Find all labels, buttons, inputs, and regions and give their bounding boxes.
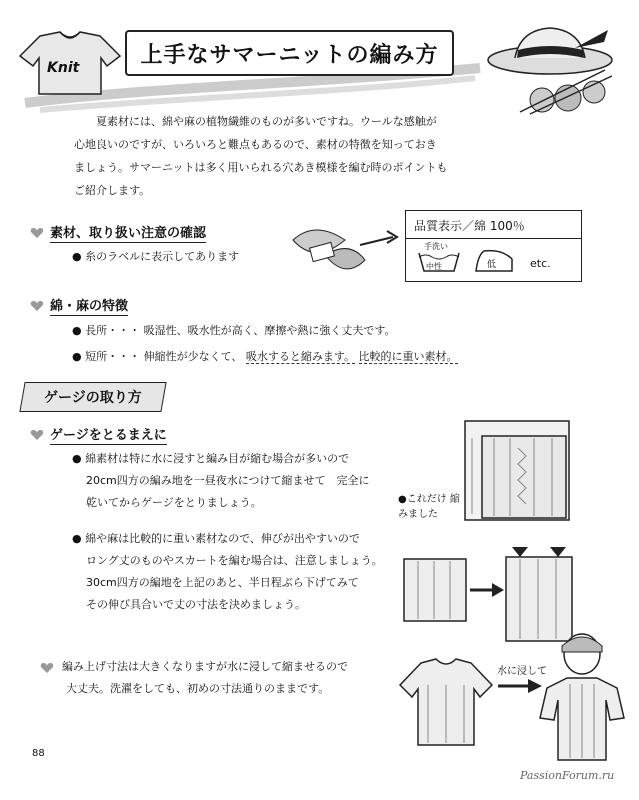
feature-item-pro: ● 長所・・・ 吸湿性、吸水性が高く、摩擦や熱に強く丈夫です。 [72, 324, 396, 337]
label-bullet: ● 糸のラベルに表示してあります [72, 250, 240, 263]
source-watermark: PassionForum.ru [520, 769, 615, 782]
paragraph-line: 綿や麻は比較的に重い素材なので、伸びが出やすいので [85, 532, 360, 545]
soak-label: 水に浸して [497, 666, 547, 677]
water-temp-label: 中性 [426, 262, 442, 271]
knit-sweater-logo [15, 28, 125, 98]
paragraph-line: ロング丈のものやスカートを編む場合は、注意しましょう。 [86, 554, 383, 567]
intro-line: ご紹介します。 [74, 184, 151, 197]
page-number: 88 [32, 748, 45, 759]
intro-line: ましょう。サマーニットは多く用いられる穴あき模様を編む時のポイントも [74, 161, 448, 174]
feature-item-con: ● 短所・・・ 伸縮性が少なくて、 吸水すると縮みます。 比較的に重い素材。 [72, 350, 458, 363]
iron-label: 低 [487, 260, 497, 270]
intro-line: 夏素材には、綿や麻の植物繊維のものが多いですね。ウールな感触が [96, 115, 437, 128]
gauge-banner [19, 382, 166, 412]
section-materials-heading [30, 222, 206, 243]
gauge-subheading [30, 424, 167, 445]
hat-yarn-illustration [480, 20, 620, 115]
shrunk-swatch-illustration [462, 418, 572, 523]
feature-text: 吸湿性、吸水性が高く、摩擦や熱に強く丈夫です。 [143, 324, 396, 337]
etc-label: etc. [530, 257, 551, 270]
yarn-skein-illustration [285, 215, 400, 285]
note-heart [40, 659, 54, 678]
gauge-paragraph-1: ● 綿素材は特に水に浸すと編み目が縮む場合が多いので 20cm四方の編み地を一昼夜水につけて縮ませて 完全に 乾いてからゲージをとりましょう。 [72, 448, 402, 514]
quality-label-box [405, 210, 582, 282]
handwash-label: 手洗い [424, 242, 448, 251]
note-line: 大丈夫。洗濯をしても、初めの寸法通りのままです。 [66, 682, 330, 695]
feature-label: 長所・・・ [85, 324, 141, 337]
heart-icon [30, 300, 44, 312]
heart-icon [40, 662, 54, 674]
page-title [125, 30, 454, 76]
gauge-banner-text: ゲージの取り方 [44, 390, 142, 406]
note-paragraph [62, 656, 392, 700]
quality-text: 品質表示／綿 100％ [414, 219, 525, 233]
section-heading: 綿・麻の特徴 [50, 295, 128, 316]
person-illustration [532, 628, 632, 768]
intro-line: 心地良いのですが、いろいろと難点もあるので、素材の特徴を知っておき [74, 138, 437, 151]
knit-label: Knit [47, 60, 80, 76]
note-line: 編み上げ寸法は大きくなりますが水に浸して縮ませるので [62, 660, 348, 673]
label-bullet-text: 糸のラベルに表示してあります [85, 250, 240, 263]
paragraph-line: 綿素材は特に水に浸すと編み目が縮む場合が多いので [85, 452, 350, 465]
section-heading: ゲージをとるまえに [50, 424, 167, 445]
sweater-illustration [396, 655, 496, 750]
paragraph-line: 20cm四方の編み地を一昼夜水につけて縮ませて 完全に [86, 474, 370, 487]
shrink-caption-text: これだけ 縮みました [398, 494, 460, 520]
section-features-heading [30, 295, 128, 316]
section-heading: 素材、取り扱い注意の確認 [50, 222, 206, 243]
intro-paragraph [74, 110, 556, 202]
shrink-caption: ●これだけ 縮みました [398, 494, 460, 520]
feature-label: 短所・・・ [85, 350, 141, 363]
feature-text: 伸縮性が少なくて、 [143, 350, 243, 363]
paragraph-line: その伸び具合いで丈の寸法を決めましょう。 [86, 598, 306, 611]
heart-icon [30, 429, 44, 441]
heart-icon [30, 227, 44, 239]
paragraph-line: 30cm四方の編地を上記のあと、半日程ぶら下げてみて [86, 576, 359, 589]
page-title-text: 上手なサマーニットの編み方 [140, 42, 439, 68]
paragraph-line: 乾いてからゲージをとりましょう。 [86, 496, 262, 509]
feature-underline-1: 吸水すると縮みます。 [245, 350, 356, 363]
gauge-paragraph-2: ● 綿や麻は比較的に重い素材なので、伸びが出やすいので ロング丈のものやスカートを編む場合は、注意しましょう。 30cm四方の編地を上記のあと、半日程ぶら下げてみて その伸び具合いで丈の寸法を決めましょう。 [72, 528, 402, 616]
feature-underline-2: 比較的に重い素材。 [358, 350, 458, 363]
